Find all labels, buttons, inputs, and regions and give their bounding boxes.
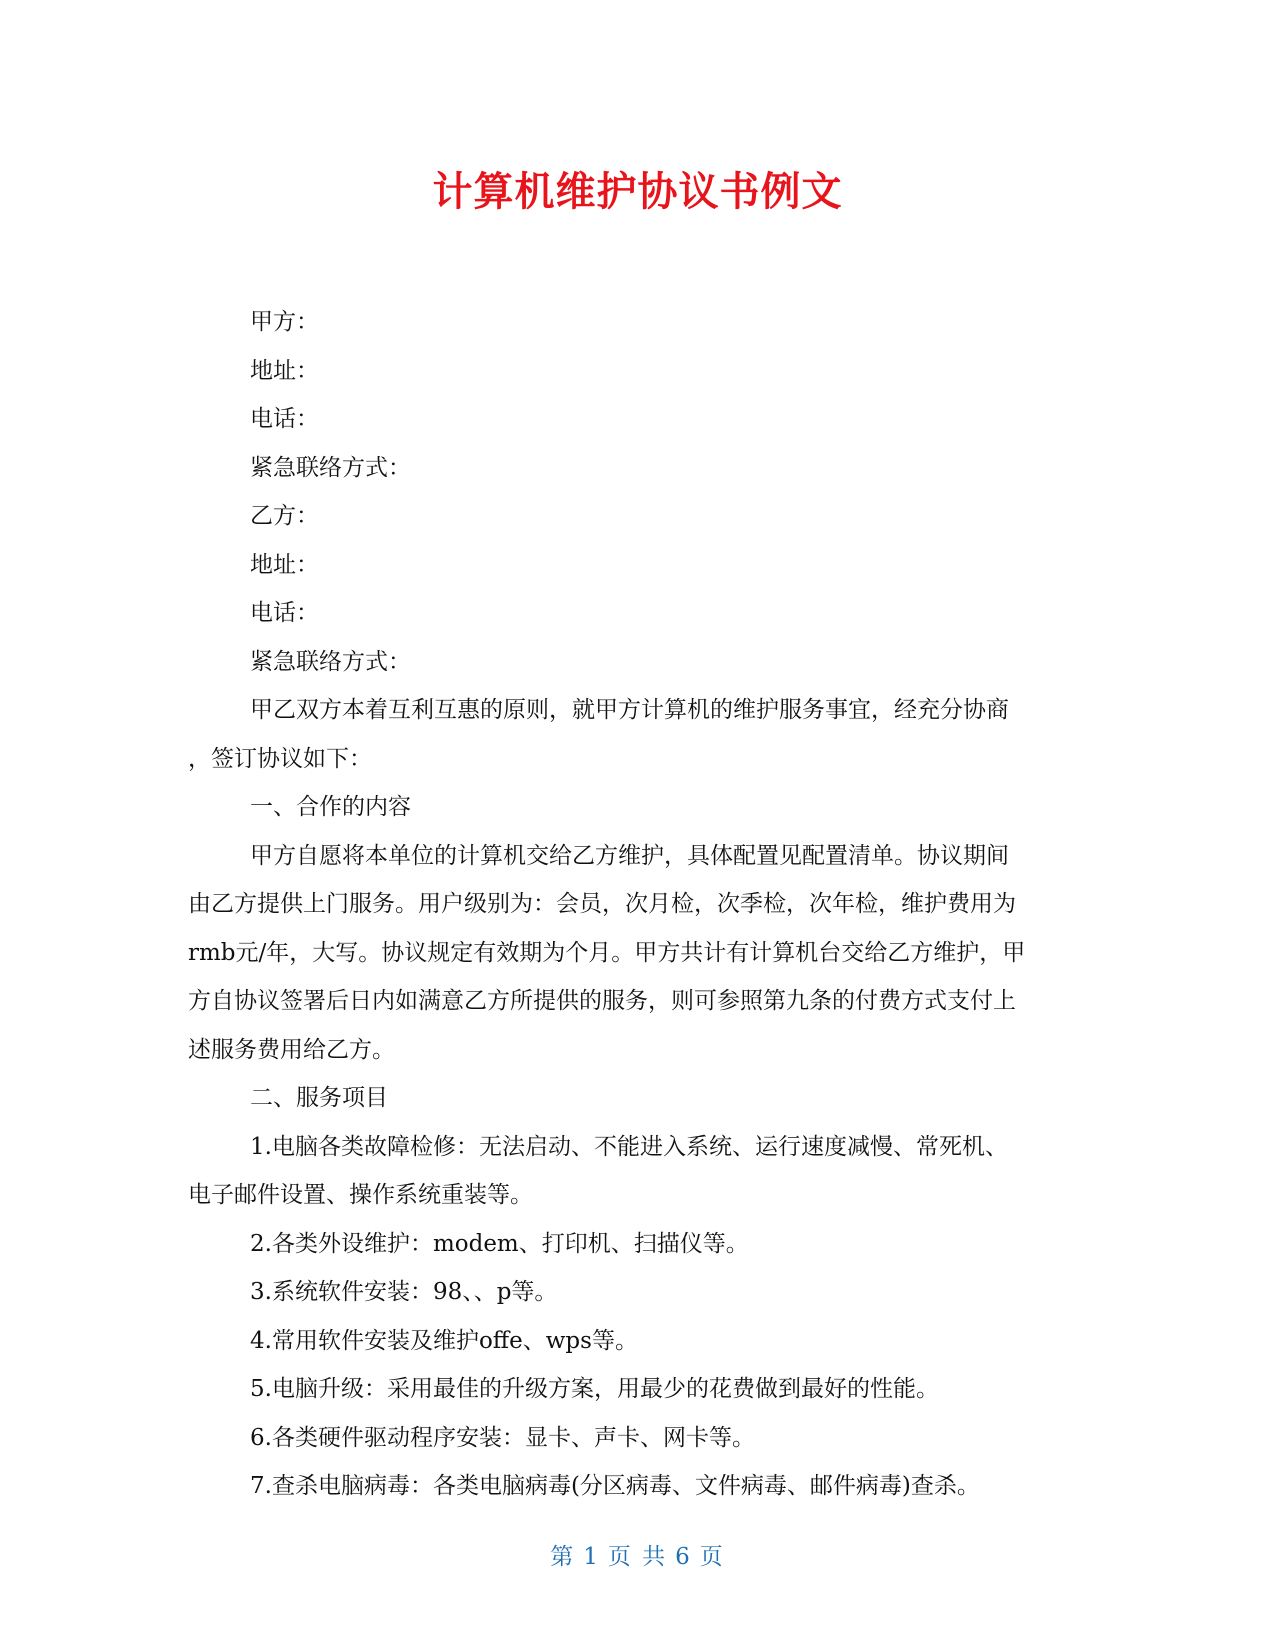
footer-page-number: 1 — [583, 1544, 600, 1570]
body-line: 甲乙双方本着互利互惠的原则，就甲方计算机的维护服务事宜，经充分协商 — [250, 697, 1009, 723]
body-line: 电子邮件设置、操作系统重装等。 — [188, 1182, 533, 1208]
body-line: 紧急联络方式： — [250, 454, 411, 481]
body-line: 4.常用软件安装及维护offe、wps等。 — [250, 1327, 638, 1354]
body-line: 地址： — [250, 357, 319, 384]
footer-suffix: 页 — [699, 1544, 725, 1570]
document-body — [188, 298, 1088, 1511]
footer-middle: 页 共 — [607, 1544, 668, 1570]
page-footer — [0, 1538, 1275, 1571]
body-line: 一、合作的内容 — [250, 794, 411, 820]
body-line: 由乙方提供上门服务。用户级别为：会员，次月检，次季检，次年检，维护费用为 — [188, 891, 1016, 917]
body-line: 2.各类外设维护：modem、打印机、扫描仪等。 — [250, 1230, 749, 1257]
body-line: 5.电脑升级：采用最佳的升级方案，用最少的花费做到最好的性能。 — [250, 1376, 939, 1402]
body-line: 紧急联络方式： — [250, 648, 411, 675]
body-line: 电话： — [250, 600, 319, 626]
body-line: 二、服务项目 — [250, 1085, 388, 1111]
body-line: 乙方： — [250, 503, 319, 529]
body-line: 述服务费用给乙方。 — [188, 1036, 395, 1063]
body-line: 甲方： — [250, 309, 319, 335]
body-line: 地址： — [250, 551, 319, 578]
footer-total-pages: 6 — [675, 1544, 692, 1570]
body-line: 3.系统软件安装：98、、p等。 — [250, 1279, 558, 1305]
body-line: ，签订协议如下： — [188, 745, 372, 772]
body-line: 方自协议签署后日内如满意乙方所提供的服务，则可参照第九条的付费方式支付上 — [188, 988, 1016, 1014]
body-line: 7.查杀电脑病毒：各类电脑病毒(分区病毒、文件病毒、邮件病毒)查杀。 — [250, 1473, 980, 1499]
footer-prefix: 第 — [550, 1544, 576, 1570]
body-line: 6.各类硬件驱动程序安装：显卡、声卡、网卡等。 — [250, 1424, 755, 1451]
body-line: 电话： — [250, 406, 319, 432]
document-title: 计算机维护协议书例文 — [432, 169, 843, 215]
body-line: 甲方自愿将本单位的计算机交给乙方维护，具体配置见配置清单。协议期间 — [250, 842, 1009, 869]
body-line: 1.电脑各类故障检修：无法启动、不能进入系统、运行速度减慢、常死机、 — [250, 1133, 1008, 1160]
body-line: rmb元/年，大写。协议规定有效期为个月。甲方共计有计算机台交给乙方维护，甲 — [188, 939, 1026, 966]
